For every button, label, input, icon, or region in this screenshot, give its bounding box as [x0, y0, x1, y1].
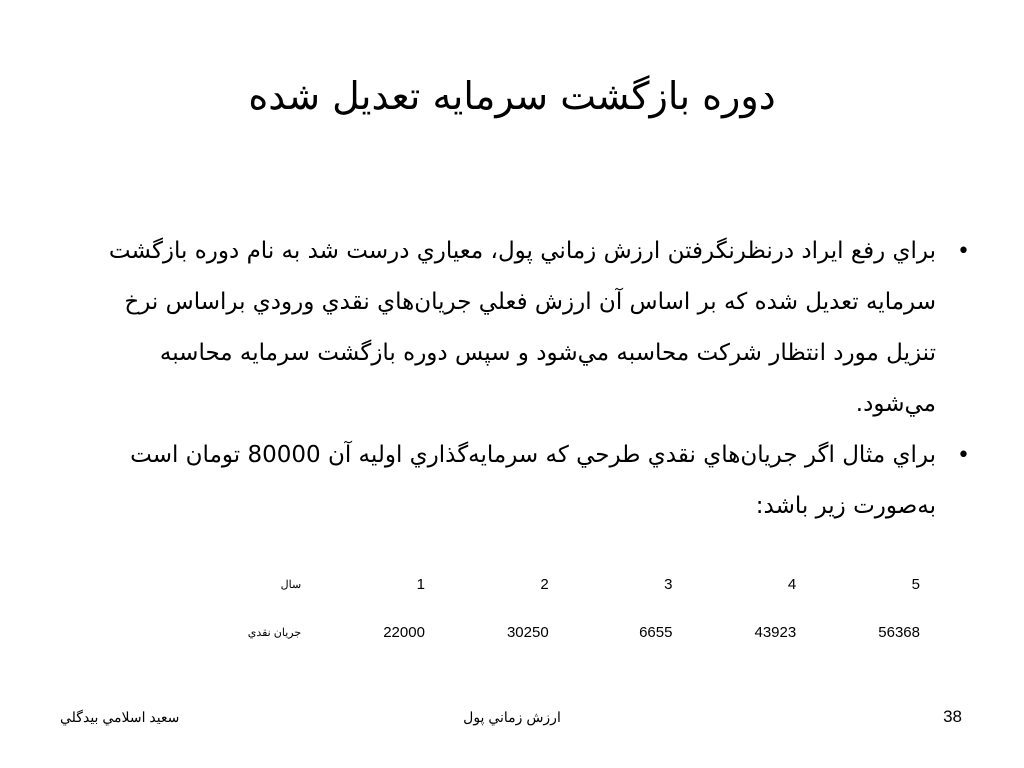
cash-flow-cell: 22000 — [383, 623, 425, 641]
year-cell: 1 — [416, 575, 425, 593]
bullet-text: براي رفع ايراد درنظرنگرفتن ارزش زماني پول، معياري درست شد به نام دوره بازگشت سرمايه تعديل شده که بر اساس آن ارزش فعلي جريان‌هاي نقدي ورودي براساس نرخ تنزيل مورد انتظار شرکت محاسبه مي‌شود و سپس دوره بازگشت سرمايه محاسبه مي‌شود. — [108, 238, 936, 417]
bullet-dot-icon: • — [957, 239, 970, 264]
row-label-cash-flow: جريان نقدي — [247, 626, 302, 639]
table-row-cash-flows — [220, 608, 920, 656]
bullet-list — [100, 226, 980, 532]
footer-topic: ارزش زماني پول — [463, 709, 561, 725]
row-label-year: سال — [280, 578, 302, 591]
cash-flow-cell: 30250 — [506, 623, 549, 641]
year-cell: 2 — [540, 575, 549, 593]
footer-author: سعيد اسلامي بيدگلي — [60, 709, 180, 725]
table-row-years — [220, 560, 920, 608]
slide-title: دوره بازگشت سرمايه تعديل شده — [248, 74, 776, 118]
cash-flow-cell: 56368 — [878, 623, 920, 641]
bullet-item — [100, 226, 980, 430]
year-cell: 4 — [787, 575, 797, 593]
year-cell: 3 — [664, 575, 673, 593]
bullet-item — [100, 430, 980, 532]
cash-flow-cell: 6655 — [639, 623, 673, 641]
page-number: 38 — [943, 707, 962, 726]
cash-flow-cell: 43923 — [754, 623, 797, 641]
cash-flow-table — [220, 560, 920, 656]
year-cell: 5 — [911, 575, 920, 593]
bullet-dot-icon: • — [957, 443, 970, 468]
bullet-text: براي مثال اگر جريان‌هاي نقدي طرحي که سرمايه‌گذاري اوليه آن 80000 تومان است به‌صورت زير باشد: — [130, 442, 936, 519]
